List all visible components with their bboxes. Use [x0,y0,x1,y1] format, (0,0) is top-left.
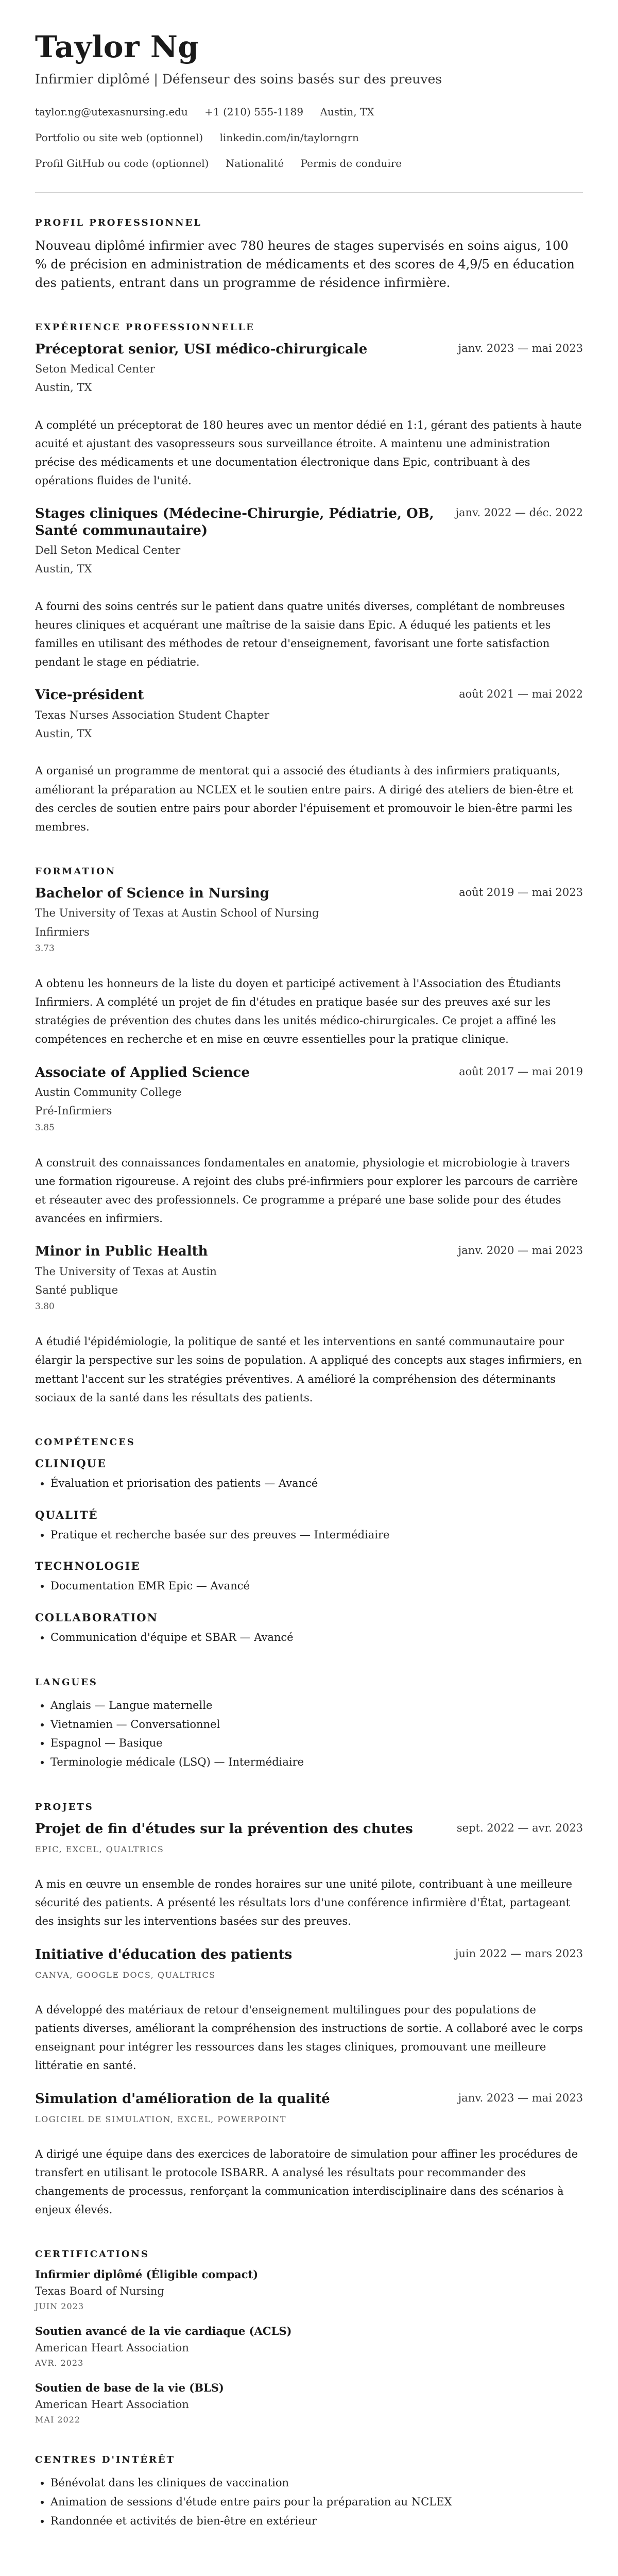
interest-item: • Randonnée et activités de bien-être en extérieur [50,2512,583,2531]
degree-title: Bachelor of Science in Nursing [35,885,269,901]
section-title: EXPÉRIENCE PROFESSIONNELLE [35,321,255,333]
education-description: A étudié l'épidémiologie, la politique de santé et les interventions en santé communautaire pour élargir la perspective sur les soins de population. A appliqué des concepts aux stages infirmiers, en mettant l'accent sur les stratégies préventives. A amélioré la compréhension des déterminants sociaux de la santé dans les résultats des patients. [35,1335,582,1404]
job-description: A fourni des soins centrés sur le patient dans quatre unités diverses, complétant de nombreuses heures cliniques et acquérant une maîtrise de la saisie dans Epic. A éduqué les patients et les familles en utilisant des méthodes de retour d'enseignement, favorisant une forte satisfaction pendant le stage en pédiatrie. [35,600,565,669]
section-title: PROJETS [35,1801,94,1812]
certification-issuer: American Heart Association [35,2398,189,2411]
job-org: Seton Medical Center [35,363,155,375]
job-dates: janv. 2022 — déc. 2022 [455,506,583,519]
contact-row-1 [35,104,583,120]
summary-text: Nouveau diplômé infirmier avec 780 heures de stages supervisés en soins aigus, 100 % de précision en administration de médicaments et des scores de 4,9/5 en éducation des patients, entrant dans un programme de résidence infirmière. [35,238,575,290]
education-dates: janv. 2020 — mai 2023 [458,1244,583,1257]
language-item: • Anglais — Langue maternelle [50,1696,583,1715]
experience-section [35,322,583,836]
education-dates: août 2019 — mai 2023 [459,886,583,899]
experience-entry [35,341,583,490]
job-org: Dell Seton Medical Center [35,544,181,557]
education-description: A construit des connaissances fondamentales en anatomie, physiologie et microbiologie à travers une formation rigoureuse. A rejoint des clubs pré-infirmiers pour explorer les parcours de carrière et réseauter avec des professionnels. Ce programme a préparé une base solide pour des études avancées en infirmiers. [35,1156,578,1225]
project-entry [35,1946,583,2075]
job-title: Vice-président [35,687,144,703]
job-description: A complété un préceptorat de 180 heures avec un mentor dédié en 1:1, gérant des patients à haute acuité et ajustant des vasopresseurs sous surveillance étroite. A maintenu une administration précise des médicaments et une documentation électronique dans Epic, contribuant à des opérations fluides de l'unité. [35,418,582,487]
skill-item: • Pratique et recherche basée sur des preuves — Intermédiaire [50,1526,583,1545]
job-location: Austin, TX [35,381,92,394]
project-description: A dirigé une équipe dans des exercices de laboratoire de simulation pour affiner les procédures de transfert en utilisant le protocole ISBARR. A analysé les résultats pour recommander des changements de processus, renforçant la communication interdisciplinaire dans des scénarios à enjeux élevés. [35,2148,578,2216]
degree-title: Minor in Public Health [35,1244,208,1260]
project-title: Projet de fin d'études sur la prévention des chutes [35,1821,413,1837]
degree-title: Associate of Applied Science [35,1064,250,1080]
field-of-study: Infirmiers [35,925,90,938]
contact-portfolio[interactable]: Portfolio ou site web (optionnel) [35,131,203,144]
project-title: Simulation d'amélioration de la qualité [35,2091,330,2107]
section-title: COMPÉTENCES [35,1436,135,1448]
education-description: A obtenu les honneurs de la liste du doyen et participé activement à l'Association des Étudiants Infirmiers. A complété un projet de fin d'études en pratique basée sur des preuves axé sur les stratégies de prévention des chutes dans les unités médico-chirurgicales. Ce projet a affiné les compétences en recherche et en mise en œuvre essentielles pour la pratique clinique. [35,977,561,1046]
field-of-study: Santé publique [35,1283,118,1296]
gpa: 3.85 [35,1122,55,1133]
contact-row-3 [35,155,583,172]
project-dates: sept. 2022 — avr. 2023 [456,1821,583,1834]
section-title: PROFIL PROFESSIONNEL [35,217,202,228]
skills-section [35,1437,583,1647]
certification-entry [35,2381,583,2425]
contact-row-2 [35,129,583,146]
skill-category: TECHNOLOGIE [35,1560,141,1573]
interests-section [35,2454,583,2530]
job-description: A organisé un programme de mentorat qui a associé des étudiants à des infirmiers pratiquants, améliorant la préparation au NCLEX et le soutien entre pairs. A dirigé des ateliers de bien-être et des cercles de soutien entre pairs pour aborder l'épuisement et promouvoir le bien-être parmi les membres. [35,765,573,833]
certifications-section [35,2249,583,2425]
skill-list [35,1577,583,1596]
education-entry [35,885,583,1049]
certification-issuer: American Heart Association [35,2342,189,2354]
section-title: CENTRES D'INTÉRÊT [35,2454,176,2466]
section-title: LANGUES [35,1676,98,1688]
project-tools: EPIC, EXCEL, QUALTRICS [35,1844,164,1855]
summary-section [35,217,583,292]
certification-date: MAI 2022 [35,2415,81,2425]
skill-item: • Communication d'équipe et SBAR — Avancé [50,1628,583,1647]
job-location: Austin, TX [35,727,92,740]
school-name: The University of Texas at Austin [35,1265,217,1278]
header-divider [35,192,583,193]
language-list [35,1696,583,1772]
experience-entry [35,687,583,836]
interest-item: • Bénévolat dans les cliniques de vaccination [50,2473,583,2493]
job-location: Austin, TX [35,563,92,575]
project-title: Initiative d'éducation des patients [35,1946,293,1962]
skill-category: QUALITÉ [35,1508,98,1521]
certification-name: Soutien avancé de la vie cardiaque (ACLS) [35,2325,292,2338]
job-title: Préceptorat senior, USI médico-chirurgicale [35,341,368,357]
project-description: A mis en œuvre un ensemble de rondes horaires sur une unité pilote, contribuant à une meilleure sécurité des patients. A présenté les résultats lors d'une conférence infirmière d'État, partageant des insights sur les interventions basées sur des preuves. [35,1878,573,1928]
skill-list [35,1526,583,1545]
section-title: FORMATION [35,866,116,877]
school-name: The University of Texas at Austin School of Nursing [35,907,319,920]
certification-name: Infirmier diplômé (Éligible compact) [35,2268,259,2281]
project-dates: juin 2022 — mars 2023 [455,1947,583,1960]
certification-entry [35,2268,583,2311]
certification-issuer: Texas Board of Nursing [35,2285,164,2298]
certification-name: Soutien de base de la vie (BLS) [35,2381,224,2395]
contact-nationality: Nationalité [225,157,284,170]
skill-item: • Documentation EMR Epic — Avancé [50,1577,583,1596]
skill-list [35,1628,583,1647]
education-entry [35,1243,583,1407]
projects-section [35,1802,583,2219]
field-of-study: Pré-Infirmiers [35,1105,112,1117]
interest-list [35,2473,583,2530]
resume-header [35,29,583,172]
section-title: CERTIFICATIONS [35,2249,149,2260]
skill-category: CLINIQUE [35,1456,107,1470]
contact-location: Austin, TX [320,105,374,118]
skill-item: • Évaluation et priorisation des patients — Avancé [50,1474,583,1493]
headline: Infirmier diplômé | Défenseur des soins basés sur des preuves [35,72,442,87]
job-org: Texas Nurses Association Student Chapter [35,708,269,721]
job-title: Stages cliniques (Médecine-Chirurgie, Pédiatrie, OB, Santé communautaire) [35,506,434,538]
interest-item: • Animation de sessions d'étude entre pairs pour la préparation au NCLEX [50,2493,583,2512]
education-dates: août 2017 — mai 2019 [459,1065,583,1078]
project-entry [35,2091,583,2219]
languages-section [35,1677,583,1772]
contact-github[interactable]: Profil GitHub ou code (optionnel) [35,157,209,170]
project-dates: janv. 2023 — mai 2023 [458,2091,583,2104]
job-dates: janv. 2023 — mai 2023 [458,342,583,354]
gpa: 3.73 [35,943,55,954]
gpa: 3.80 [35,1301,55,1312]
project-tools: LOGICIEL DE SIMULATION, EXCEL, POWERPOINT [35,2114,287,2125]
certification-entry [35,2325,583,2368]
job-dates: août 2021 — mai 2022 [459,688,583,701]
language-item: • Vietnamien — Conversationnel [50,1715,583,1734]
education-section [35,866,583,1407]
skill-list [35,1474,583,1493]
experience-entry [35,505,583,671]
project-description: A développé des matériaux de retour d'enseignement multilingues pour des populations de patients diverses, améliorant la compréhension des instructions de sortie. A collaboré avec le corps enseignant pour intégrer les ressources dans les stages cliniques, promouvant une meilleure littératie en santé. [35,2004,583,2072]
contact-linkedin[interactable]: linkedin.com/in/taylorngrn [219,131,359,144]
project-entry [35,1821,583,1931]
school-name: Austin Community College [35,1086,182,1098]
certification-date: AVR. 2023 [35,2358,84,2368]
contact-email[interactable]: taylor.ng@utexasnursing.edu [35,105,188,118]
skill-category: COLLABORATION [35,1611,158,1624]
language-item: • Espagnol — Basique [50,1734,583,1753]
project-tools: CANVA, GOOGLE DOCS, QUALTRICS [35,1970,216,1980]
language-item: • Terminologie médicale (LSQ) — Intermédiaire [50,1753,583,1772]
contact-phone[interactable]: +1 (210) 555-1189 [204,105,304,118]
certification-date: JUIN 2023 [35,2301,84,2312]
candidate-name: Taylor Ng [35,29,199,64]
education-entry [35,1064,583,1228]
contact-license: Permis de conduire [300,157,402,170]
